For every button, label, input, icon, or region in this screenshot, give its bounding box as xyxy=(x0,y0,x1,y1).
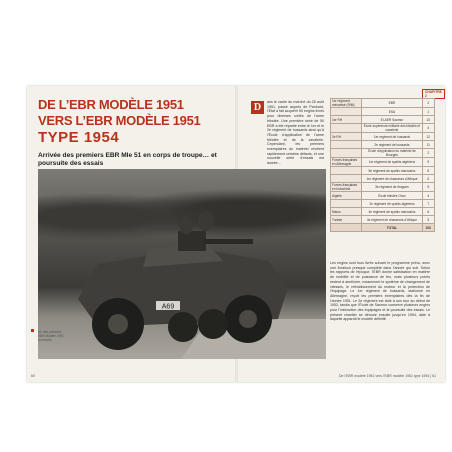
table-cell-c3: 1 xyxy=(422,108,435,116)
table-cell-c3: 6 xyxy=(422,175,435,183)
table-row xyxy=(331,183,435,192)
table-cell-c1 xyxy=(331,200,362,208)
table-cell-c1 xyxy=(331,175,362,183)
table-cell-c2: ESA xyxy=(362,108,422,116)
table-cell-c3: 2 xyxy=(422,99,435,108)
table-cell-c1: Algérie xyxy=(331,192,362,200)
table-cell-c1 xyxy=(331,124,362,133)
table-cell-c1 xyxy=(331,149,362,158)
title-line-2: VERS L’EBR MODÈLE 1951 xyxy=(38,113,201,128)
table-row xyxy=(331,167,435,175)
table-row xyxy=(331,200,435,208)
table-row xyxy=(331,216,435,224)
table-cell-c1: Tunisie xyxy=(331,216,362,224)
title-line-3: TYPE 1954 xyxy=(38,129,120,146)
table-row xyxy=(331,141,435,149)
table-total-blank xyxy=(331,224,362,232)
table-row xyxy=(331,149,435,158)
table-cell-c1 xyxy=(331,167,362,175)
table-cell-c2: École blindée Oran xyxy=(362,192,422,200)
table-cell-c2: École d’application du matériel de Bourges xyxy=(362,149,422,158)
table-total-row xyxy=(331,224,435,232)
table-row xyxy=(331,116,435,124)
table-row xyxy=(331,99,435,108)
page-number-left: 60 xyxy=(31,374,35,378)
table-total-value: 100 xyxy=(422,224,435,232)
table-row xyxy=(331,108,435,116)
intro-text: ans le cadre du marché du 26 août 1951, passé auprès de Panhard, l’État a fait acquérir 50 engins livrés pour diverses unités de l’arme blindée. Une première série de 50 EBR a été répartie entre le 1er et le 2e régiment de hussards ainsi qu’à l’École d’application de l’arme blindée et de la cavalerie. Cependant, les premiers exemplaires du matériel révèlent rapidement certains défauts, et une nouvelle série d’essais est lancée… xyxy=(267,100,324,166)
table-cell-c1: 1er régiment mécanisé (RIM) xyxy=(331,99,362,108)
page-number-right: De l’EBR modèle 1951 vers l’EBR modèle 1951 type 1954 | 61 xyxy=(339,374,437,378)
article-subtitle: Arrivée des premiers EBR Mle 51 en corps de troupe… et poursuite des essais xyxy=(38,152,217,167)
table-cell-c2: EBR xyxy=(362,99,422,108)
table-cell-c2: 2e régiment de spahis algériens xyxy=(362,200,422,208)
table-row xyxy=(331,158,435,167)
table-cell-c3: 6 xyxy=(422,208,435,216)
vehicle-plate: A69 xyxy=(161,303,175,311)
caption-marker xyxy=(31,329,34,332)
table-cell-c1: 2e RH xyxy=(331,133,362,141)
table-cell-c2: 4e régiment de spahis marocains xyxy=(362,208,422,216)
table-cell-c3: 2 xyxy=(422,149,435,158)
vehicle-photo xyxy=(38,169,326,359)
body-text: Les engins sont tous livrés suivant le programme prévu, avec une livraison presque complète dans l’année qui suit. Selon les rapports de l’époque, l’EBR donne satisfaction en matière de mobilité et de puissance de feu, mais plusieurs points restent à améliorer, notamment le système de changement de vitesses, le refroidissement du moteur et la protection de l’équipage. Le 1er régiment de hussards, stationné en Allemagne, reçoit les premiers exemplaires dès la fin de l’année 1951. Le 2e régiment est doté à son tour au début de 1952, tandis que l’École de Saumur conserve plusieurs engins pour l’instruction des équipages et la poursuite des essais. Le présent chantier se déroule ensuite jusqu’en 1954, date à laquelle apparaît le modèle définitif. xyxy=(330,261,430,322)
table-row xyxy=(331,133,435,141)
table-cell-c3: 5 xyxy=(422,183,435,192)
table-row xyxy=(331,175,435,183)
table-cell-c1 xyxy=(331,108,362,116)
title-line-1: DE L’EBR MODÈLE 1951 xyxy=(38,97,184,112)
table-total-label: TOTAL xyxy=(362,224,422,232)
table-cell-c3: 9 xyxy=(422,158,435,167)
table-cell-c1: Forces françaises en Allemagne xyxy=(331,158,362,167)
table-cell-c3: 5 xyxy=(422,216,435,224)
table-cell-c3: 8 xyxy=(422,167,435,175)
table-cell-c3: 11 xyxy=(422,141,435,149)
table-cell-c3: 4 xyxy=(422,124,435,133)
table-row xyxy=(331,192,435,200)
table-row xyxy=(331,124,435,133)
table-cell-c3: 10 xyxy=(422,116,435,124)
table-cell-c1: Forces françaises en Indochine xyxy=(331,183,362,192)
table-cell-c3: 7 xyxy=(422,200,435,208)
table-cell-c3: 12 xyxy=(422,133,435,141)
chapter-tag: CHAPITRE 2 xyxy=(422,89,445,99)
ebr-vehicle-shape xyxy=(78,211,288,350)
table-cell-c1 xyxy=(331,141,362,149)
table-cell-c2: 1er régiment de chasseurs d’Afrique xyxy=(362,175,422,183)
table-cell-c2: 1er régiment de spahis algériens xyxy=(362,158,422,167)
photo-caption: Un des premiers EBR Modèle 1951 en essais. xyxy=(38,330,64,342)
drop-cap: D xyxy=(251,101,264,114)
table-cell-c2: 1er régiment de hussards xyxy=(362,133,422,141)
table-cell-c2: 4e régiment de chasseurs d’Afrique xyxy=(362,216,422,224)
table-cell-c2: 3e régiment de dragons xyxy=(362,183,422,192)
table-cell-c2: 5e régiment de spahis marocains xyxy=(362,167,422,175)
table-cell-c1: Maroc xyxy=(331,208,362,216)
table-cell-c2: École supérieure militaire des blindés et cavalerie xyxy=(363,124,421,132)
table-row xyxy=(331,208,435,216)
table-cell-c1: 1er RH xyxy=(331,116,362,124)
magazine-spread xyxy=(27,86,445,382)
table-cell-c3: 4 xyxy=(422,192,435,200)
table-cell-c2: 2e régiment de hussards xyxy=(362,141,422,149)
armoured-car-illustration xyxy=(38,169,326,359)
units-table xyxy=(330,98,435,232)
table-cell-c2: EI-AER Saumur xyxy=(362,116,422,124)
